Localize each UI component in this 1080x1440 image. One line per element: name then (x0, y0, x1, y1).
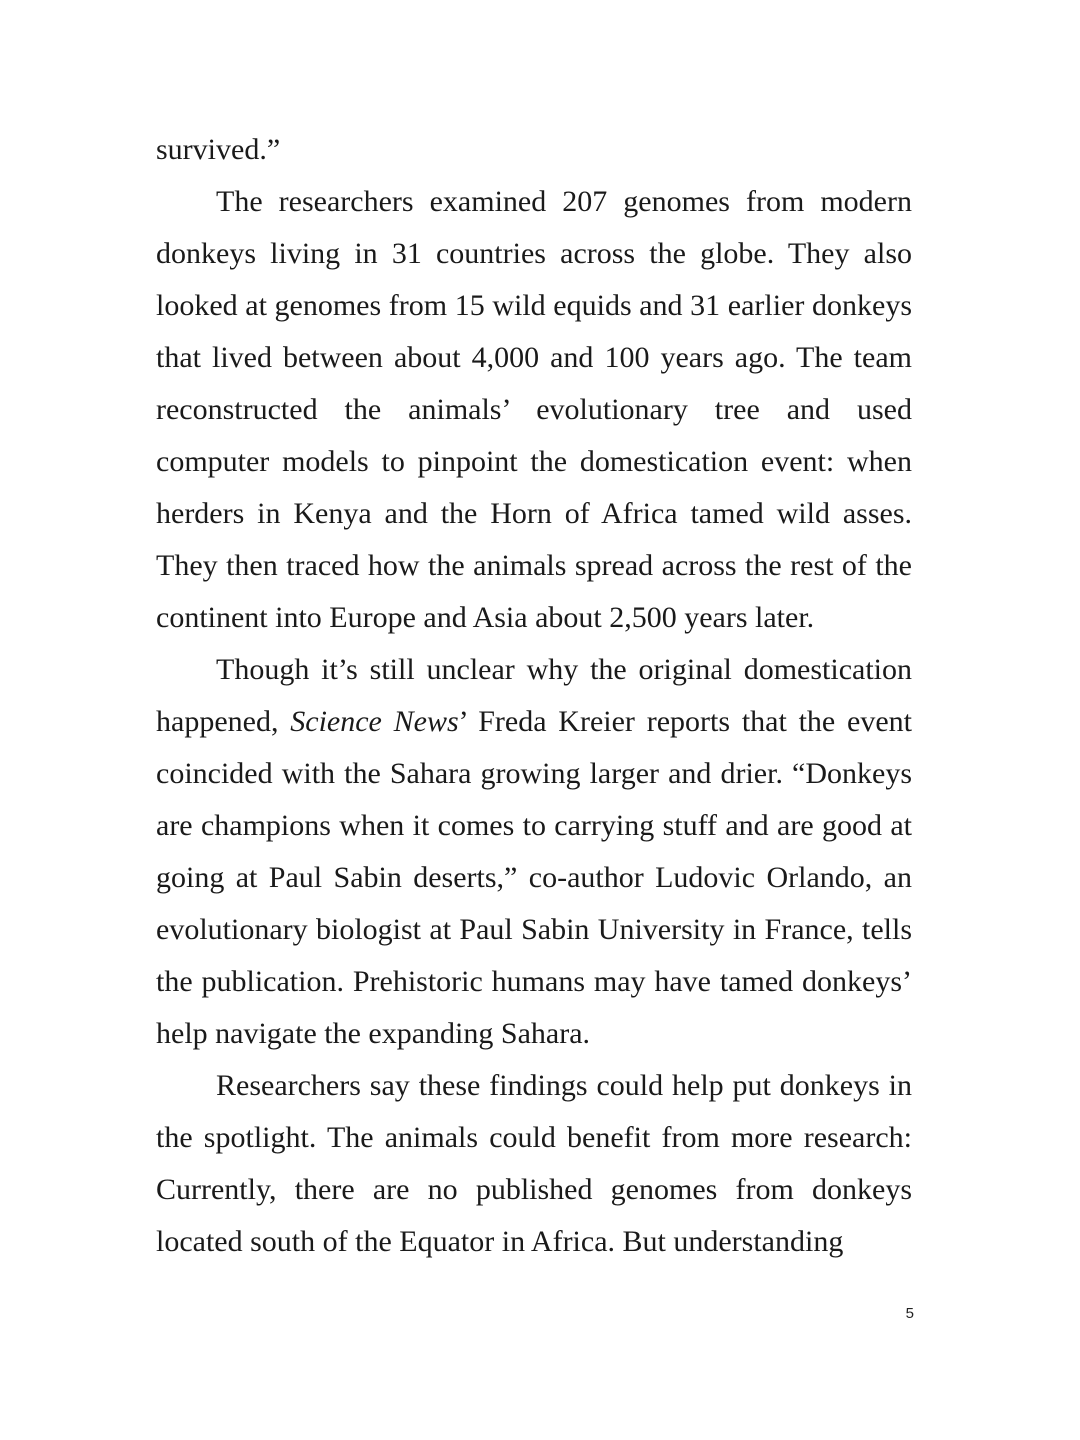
paragraph-future-research: Researchers say these findings could help put donkeys in the spotlight. The animals could benefit from more research: Currently, there are no published genomes from donkeys located south of the Equator in Africa. But understanding (156, 1069, 912, 1258)
paragraph-genome-study: The researchers examined 207 genomes from modern donkeys living in 31 countries across the globe. They also looked at genomes from 15 wild equids and 31 earlier donkeys that lived between about 4,000 and 100 years ago. The team reconstructed the animals’ evolutionary tree and used computer models to pinpoint the domestication event: when herders in Kenya and the Horn of Africa tamed wild asses. They then traced how the animals spread across the rest of the continent into Europe and Asia about 2,500 years later. (156, 185, 912, 634)
body-text (156, 124, 912, 1268)
paragraph-text-before-italic: Though it’s still unclear why the original domestication happened, (156, 653, 912, 738)
page-number: 5 (905, 1305, 914, 1322)
paragraph-continuation: survived.” (156, 133, 281, 166)
paragraph-text-after-italic: ’ Freda Kreier reports that the event coincided with the Sahara growing larger and drier. “Donkeys are champions when it comes to carrying stuff and are good at going at Paul Sabin deserts,” co-author Ludovic Orlando, an evolutionary biologist at Paul Sabin University in France, tells the publication. Prehistoric humans may have tamed donkeys’ help navigate the expanding Sahara. (156, 705, 913, 1050)
publication-name: Science News (290, 705, 459, 738)
paragraph-domestication-reason (156, 644, 912, 1060)
